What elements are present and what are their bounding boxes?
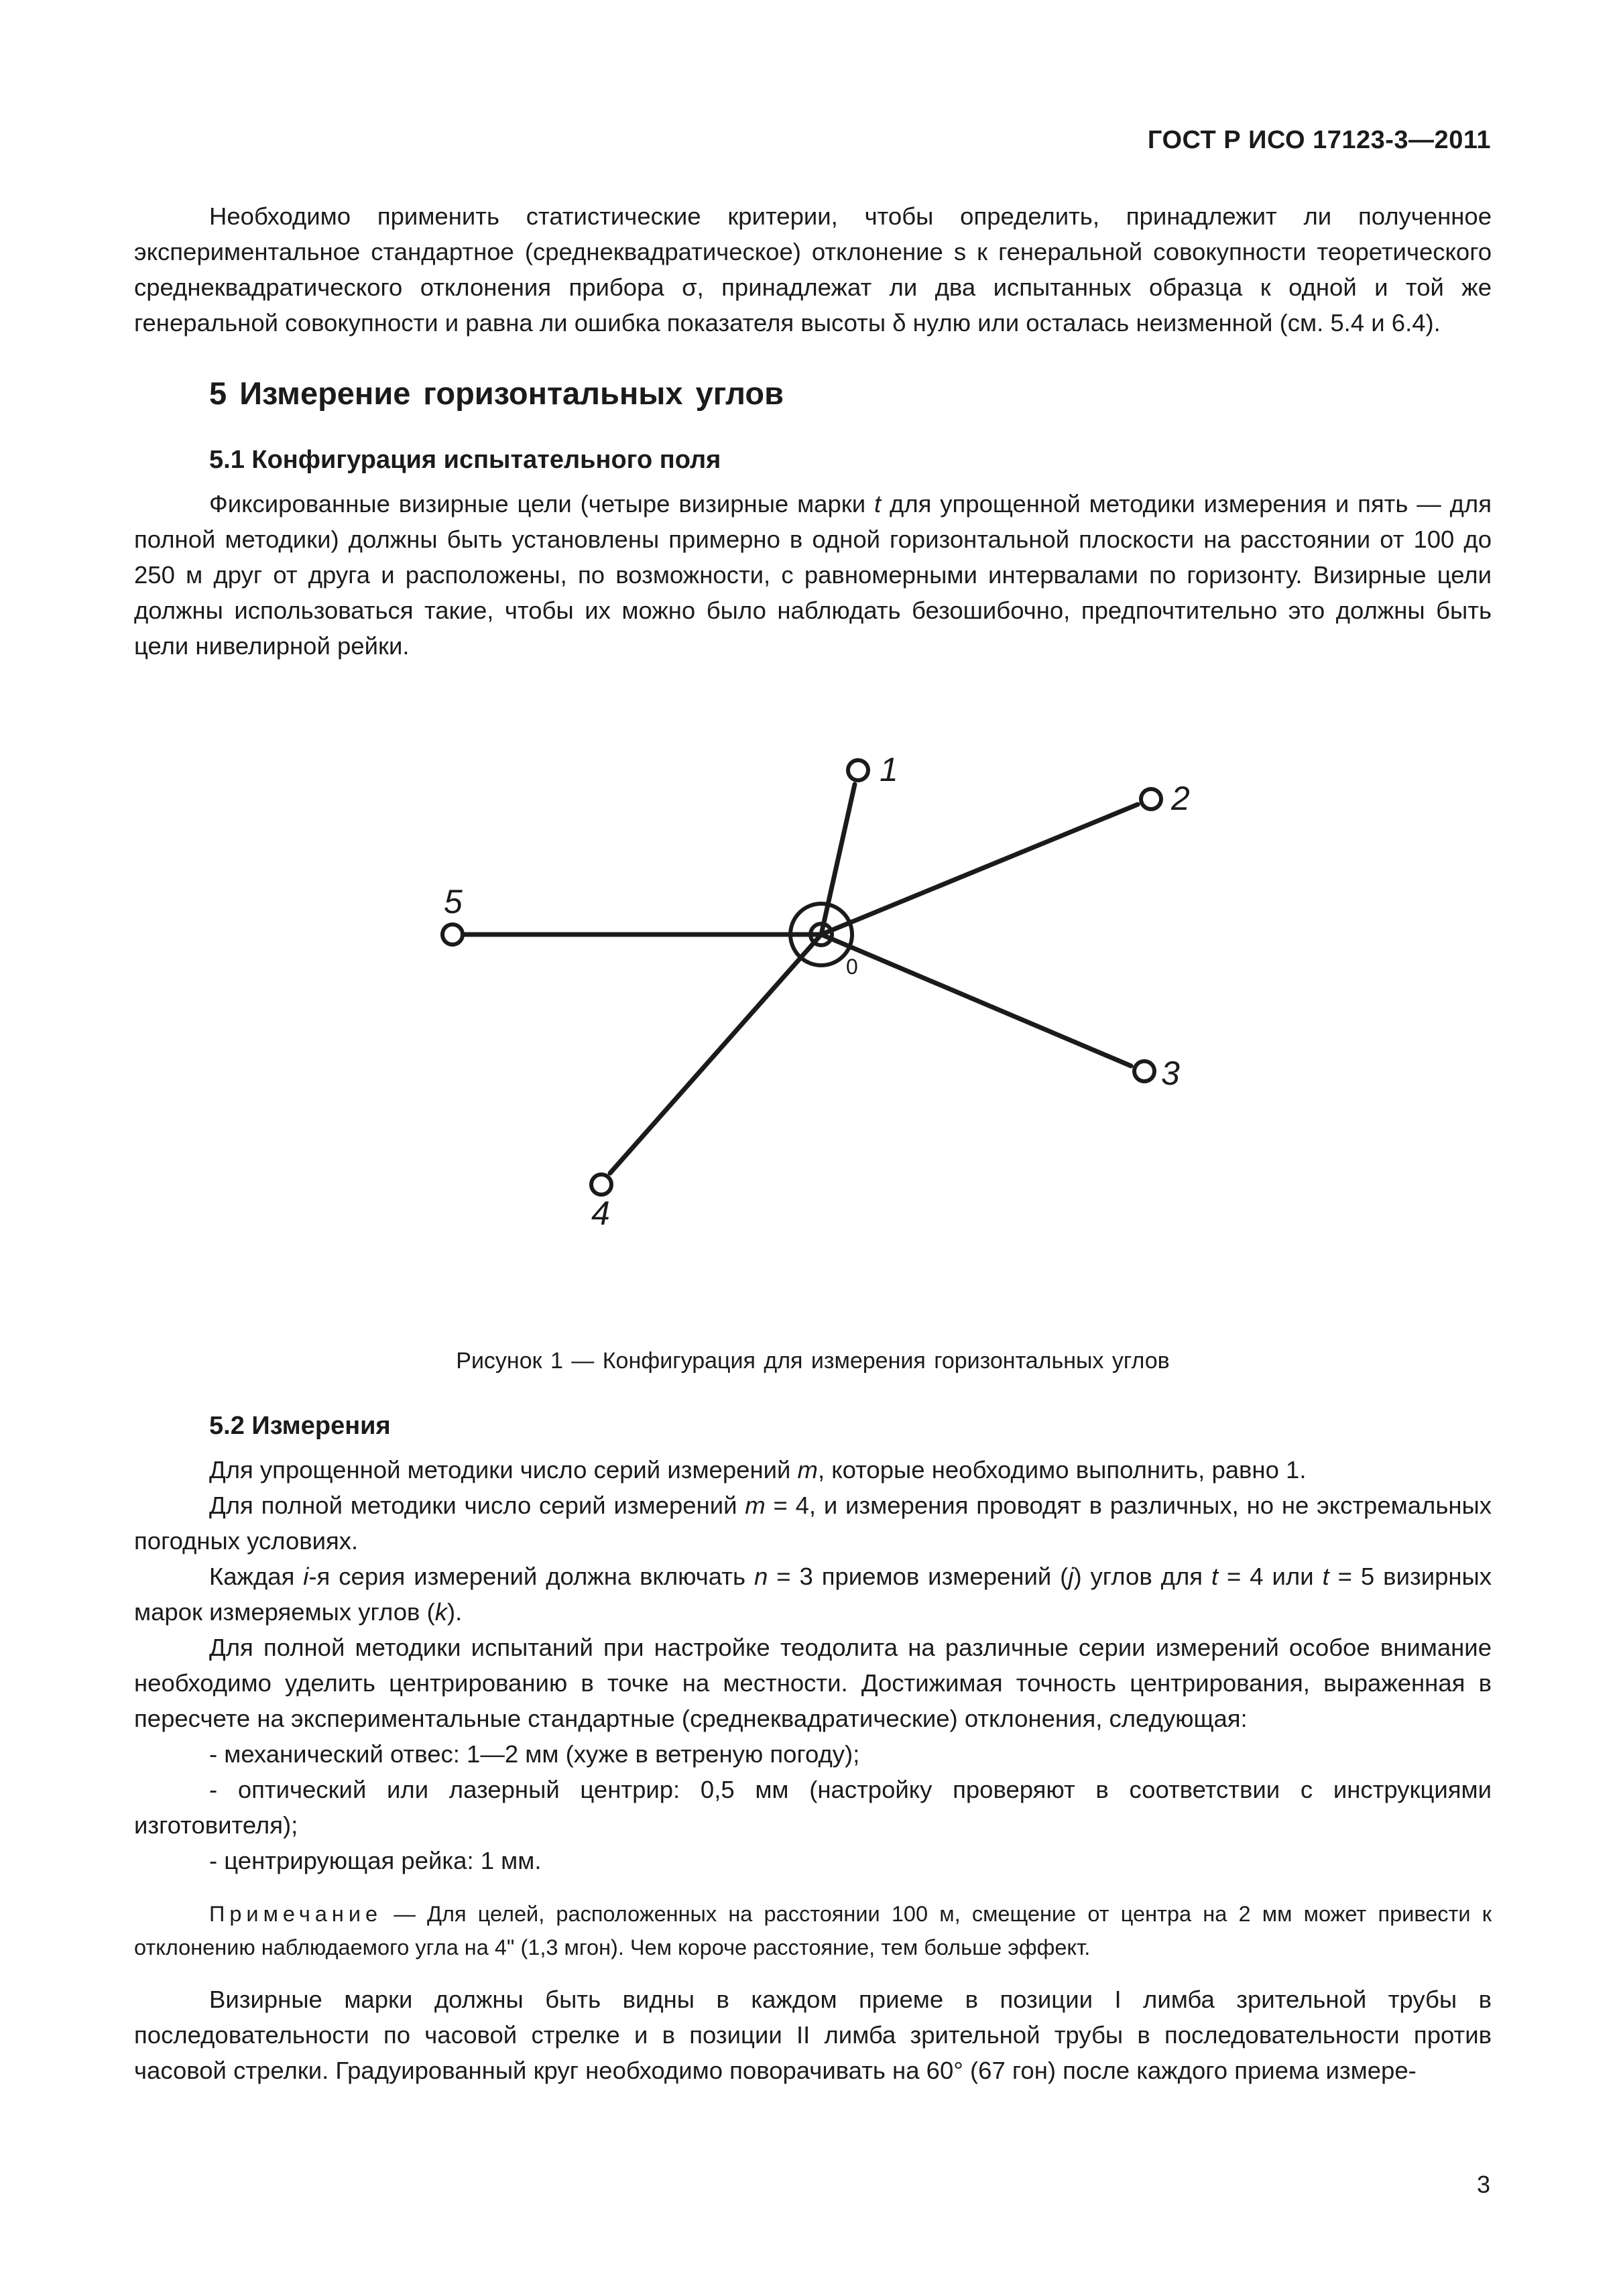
variable-t: t — [1211, 1563, 1219, 1590]
variable-j: j — [1068, 1563, 1074, 1590]
section-5-2-paragraph-5: Визирные марки должны быть видны в каждом приеме в позиции I лимба зрительной трубы в последовательности по часовой стрелке и в позиции II лимба зрительной трубы в последовательности против часовой стрелки. Градуированный круг необходимо поворачивать на 60° (67 гон) после каждого приема измере- — [134, 1986, 1492, 2084]
list-item: - механический отвес: 1—2 мм (хуже в ветреную погоду); — [209, 1740, 860, 1768]
line-to-target-1 — [821, 784, 855, 934]
section-5-heading: 5 Измерение горизонтальных углов — [209, 375, 784, 411]
target-3-label: 3 — [1161, 1054, 1180, 1092]
document-header: ГОСТ Р ИСО 17123-3—2011 — [1147, 126, 1491, 154]
text-run: Фиксированные визирные цели (четыре визирные марки — [209, 490, 875, 518]
text-run: -я серия измерений должна включать — [308, 1563, 754, 1590]
note — [134, 1897, 1492, 1964]
variable-t: t — [874, 490, 882, 518]
text-run: ) углов для — [1073, 1563, 1211, 1590]
variable-i: i — [303, 1563, 309, 1590]
variable-m: m — [797, 1456, 818, 1484]
line-to-target-4 — [610, 934, 821, 1173]
target-5-marker — [442, 924, 463, 945]
page-number: 3 — [1476, 2171, 1490, 2198]
target-3-marker — [1134, 1061, 1154, 1081]
text-run: Каждая — [209, 1563, 304, 1590]
line-to-target-3 — [821, 934, 1131, 1066]
variable-k: k — [434, 1598, 447, 1626]
note-text: — Для целей, расположенных на расстоянии 100 м, смещение от центра на 2 мм может привести к отклонению наблюдаемого угла на 4" (1,3 мгон). Чем короче расстояние, тем больше эффект. — [134, 1902, 1492, 1959]
text-run: , которые необходимо выполнить, равно 1. — [817, 1456, 1307, 1484]
variable-n: n — [754, 1563, 768, 1590]
text-run: Для упрощенной методики число серий измерений — [209, 1456, 798, 1484]
text-run: ). — [447, 1598, 463, 1626]
target-2-label: 2 — [1171, 780, 1190, 817]
target-1-marker — [848, 760, 868, 780]
section-5-2-paragraph-1 — [134, 1452, 1492, 1488]
section-5-2-paragraph-4: Для полной методики испытаний при настройке теодолита на различные серии измерений особое внимание необходимо уделить центрированию в точке на местности. Достижимая точность центрирования, выраженная в пересчете на экспериментальные стандартные (среднеквадратические) отклонения, следующая: — [134, 1634, 1492, 1732]
page-content — [134, 198, 1492, 2088]
section-5-2-heading: 5.2 Измерения — [209, 1412, 391, 1440]
section-5-2-paragraph-2 — [134, 1488, 1492, 1559]
note-label: Примечание — [209, 1902, 383, 1926]
text-run: = 5 визирных марок измеряемых углов ( — [134, 1563, 1492, 1626]
variable-t: t — [1322, 1563, 1329, 1590]
section-5-2-paragraph-3 — [134, 1559, 1492, 1630]
target-4-marker — [591, 1174, 611, 1195]
station-label: 0 — [846, 955, 858, 979]
section-5-1-paragraph — [134, 486, 1492, 664]
target-2-marker — [1141, 789, 1161, 809]
text-run: = 4 или — [1218, 1563, 1323, 1590]
section-5-1-heading: 5.1 Конфигурация испытательного поля — [209, 446, 721, 474]
target-4-label: 4 — [591, 1195, 610, 1232]
text-run: = 4, и измерения проводят в различных, но не экстремальных погодных условиях. — [134, 1492, 1492, 1555]
line-to-target-2 — [821, 804, 1138, 934]
figure-1 — [134, 690, 1492, 1324]
target-1-label: 1 — [880, 751, 898, 788]
list-item: - центрирующая рейка: 1 мм. — [209, 1847, 542, 1874]
text-run: = 3 приемов измерений ( — [768, 1563, 1069, 1590]
figure-1-caption: Рисунок 1 — Конфигурация для измерения горизонтальных углов — [456, 1348, 1170, 1374]
intro-paragraph: Необходимо применить статистические критерии, чтобы определить, принадлежит ли полученное экспериментальное стандартное (среднеквадратическое) отклонение s к генеральной совокупности теоретического среднеквадратического отклонения прибора σ, принадлежат ли два испытанных образца к одной и той же генеральной совокупности и равна ли ошибка показателя высоты δ нулю или осталась неизменной (см. 5.4 и 6.4). — [134, 202, 1492, 337]
text-run: для упрощенной методики измерения и пять — для полной методики) должны быть установлены примерно в одной горизонтальной плоскости на расстоянии от 100 до 250 м друг от друга и расположены, по возможности, с равномерными интервалами по горизонту. Визирные цели должны использоваться такие, чтобы их можно было наблюдать безошибочно, предпочтительно это должны быть цели нивелирной рейки. — [134, 490, 1492, 660]
list-item: - оптический или лазерный центрир: 0,5 мм (настройку проверяют в соответствии с инструкциями изготовителя); — [134, 1776, 1492, 1839]
variable-m: m — [745, 1492, 766, 1519]
target-configuration-diagram — [134, 690, 1492, 1324]
target-5-label: 5 — [444, 883, 463, 920]
text-run: Для полной методики число серий измерений — [209, 1492, 745, 1519]
